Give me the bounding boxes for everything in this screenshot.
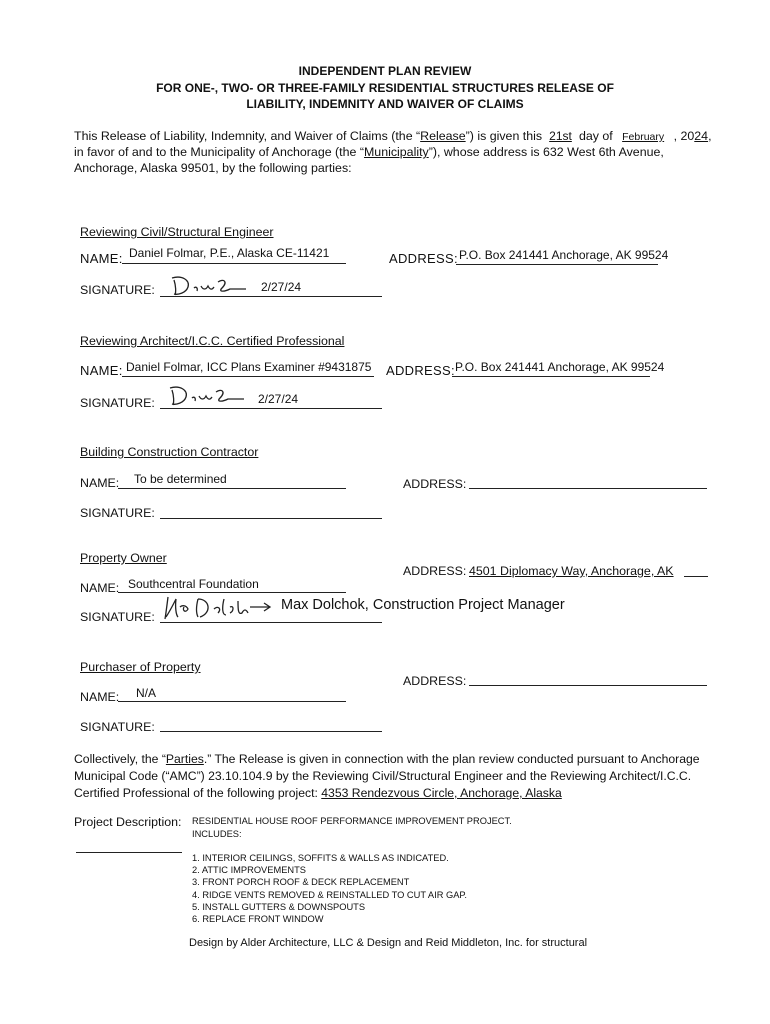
project-description-line-1: RESIDENTIAL HOUSE ROOF PERFORMANCE IMPROVEMENT PROJECT. <box>192 816 512 826</box>
purchaser-heading: Purchaser of Property <box>80 660 201 674</box>
day-field: 21st <box>549 129 572 143</box>
contractor-heading: Building Construction Contractor <box>80 445 259 459</box>
architect-heading: Reviewing Architect/I.C.C. Certified Professional <box>80 334 345 348</box>
engineer-name-value: Daniel Folmar, P.E., Alaska CE-11421 <box>129 246 330 260</box>
architect-signature-date: 2/27/24 <box>258 392 299 406</box>
contractor-name-line <box>118 488 346 489</box>
engineer-address-value: P.O. Box 241441 Anchorage, AK 99524 <box>459 248 669 262</box>
contractor-name-value: To be determined <box>134 472 227 486</box>
project-description-line <box>76 852 182 853</box>
month-field: February <box>622 131 665 143</box>
project-description-line-2: INCLUDES: <box>192 829 242 839</box>
engineer-signature-date: 2/27/24 <box>261 280 302 294</box>
project-item: 3. FRONT PORCH ROOF & DECK REPLACEMENT <box>192 877 410 887</box>
owner-signature-label: SIGNATURE: <box>80 610 155 624</box>
purchaser-name-label: NAME: <box>80 690 120 704</box>
title-line-3: LIABILITY, INDEMNITY AND WAIVER OF CLAIMS <box>246 97 524 111</box>
purchaser-address-label: ADDRESS: <box>403 674 467 688</box>
collective-line-1: Collectively, the “Parties.” The Release is given in connection with the plan review conducted pursuant to Anchorage <box>74 752 700 766</box>
year-field: 24 <box>694 129 709 143</box>
architect-address-label: ADDRESS: <box>386 363 455 378</box>
architect-name-label: NAME: <box>80 363 123 378</box>
owner-name-value: Southcentral Foundation <box>128 577 259 591</box>
owner-signature-image <box>158 593 278 623</box>
architect-address-line <box>452 376 650 377</box>
release-term: Release <box>420 129 466 143</box>
project-address: 4353 Rendezvous Circle, Anchorage, Alaska <box>321 786 562 800</box>
contractor-signature-line <box>160 518 382 519</box>
engineer-signature-line <box>160 296 382 297</box>
project-item: 4. RIDGE VENTS REMOVED & REINSTALLED TO CUT AIR GAP. <box>192 890 468 900</box>
collective-line-2: Municipal Code (“AMC”) 23.10.104.9 by the Reviewing Civil/Structural Engineer and the Reviewing Architect/I.C.C. <box>74 769 692 783</box>
engineer-signature-label: SIGNATURE: <box>80 283 155 297</box>
project-item: 6. REPLACE FRONT WINDOW <box>192 914 324 924</box>
purchaser-signature-label: SIGNATURE: <box>80 720 155 734</box>
purchaser-name-line <box>118 701 346 702</box>
engineer-address-label: ADDRESS: <box>389 251 458 266</box>
title-line-1: INDEPENDENT PLAN REVIEW <box>298 64 472 78</box>
owner-signature-line <box>160 622 382 623</box>
collective-line-3: Certified Professional of the following project: 4353 Rendezvous Circle, Anchorage, Alaska <box>74 786 562 800</box>
project-item: 2. ATTIC IMPROVEMENTS <box>192 865 306 875</box>
architect-name-line <box>122 376 374 377</box>
owner-address-line-tail <box>684 576 708 577</box>
title-line-2: FOR ONE-, TWO- OR THREE-FAMILY RESIDENTIAL STRUCTURES RELEASE OF <box>156 81 614 95</box>
architect-signature-image <box>166 384 256 408</box>
architect-name-value: Daniel Folmar, ICC Plans Examiner #9431875 <box>126 360 372 374</box>
intro-line-1: This Release of Liability, Indemnity, and Waiver of Claims (the “Release”) is given this 21st day of February , 2024, <box>74 128 712 146</box>
architect-address-value: P.O. Box 241441 Anchorage, AK 99524 <box>455 360 665 374</box>
contractor-address-label: ADDRESS: <box>403 477 467 491</box>
engineer-signature-image <box>168 274 258 298</box>
architect-signature-line <box>160 408 382 409</box>
engineer-heading: Reviewing Civil/Structural Engineer <box>80 225 274 239</box>
project-description-label: Project Description: <box>74 815 182 829</box>
contractor-address-line <box>469 488 707 489</box>
intro-line-2: in favor of and to the Municipality of Anchorage (the “Municipality”), whose address is 632 West 6th Avenue, <box>74 145 664 159</box>
purchaser-signature-line <box>160 731 382 732</box>
owner-name-label: NAME: <box>80 581 120 595</box>
parties-term: Parties <box>165 752 204 766</box>
design-credit: Design by Alder Architecture, LLC & Design and Reid Middleton, Inc. for structural <box>189 937 588 949</box>
owner-address-value: 4501 Diplomacy Way, Anchorage, AK <box>469 564 674 578</box>
project-item: 5. INSTALL GUTTERS & DOWNSPOUTS <box>192 902 366 912</box>
engineer-name-label: NAME: <box>80 251 123 266</box>
owner-signer-name: Max Dolchok, Construction Project Manager <box>281 597 565 613</box>
contractor-name-label: NAME: <box>80 476 120 490</box>
intro-line-3: Anchorage, Alaska 99501, by the following parties: <box>74 161 352 175</box>
engineer-name-line <box>122 263 346 264</box>
purchaser-address-line <box>469 685 707 686</box>
owner-heading: Property Owner <box>80 551 167 565</box>
contractor-signature-label: SIGNATURE: <box>80 506 155 520</box>
project-item: 1. INTERIOR CEILINGS, SOFFITS & WALLS AS INDICATED. <box>192 853 449 863</box>
engineer-address-line <box>456 264 658 265</box>
architect-signature-label: SIGNATURE: <box>80 396 155 410</box>
municipality-term: Municipality <box>363 145 429 159</box>
purchaser-name-value: N/A <box>136 686 157 700</box>
owner-address-label: ADDRESS: <box>403 564 467 578</box>
